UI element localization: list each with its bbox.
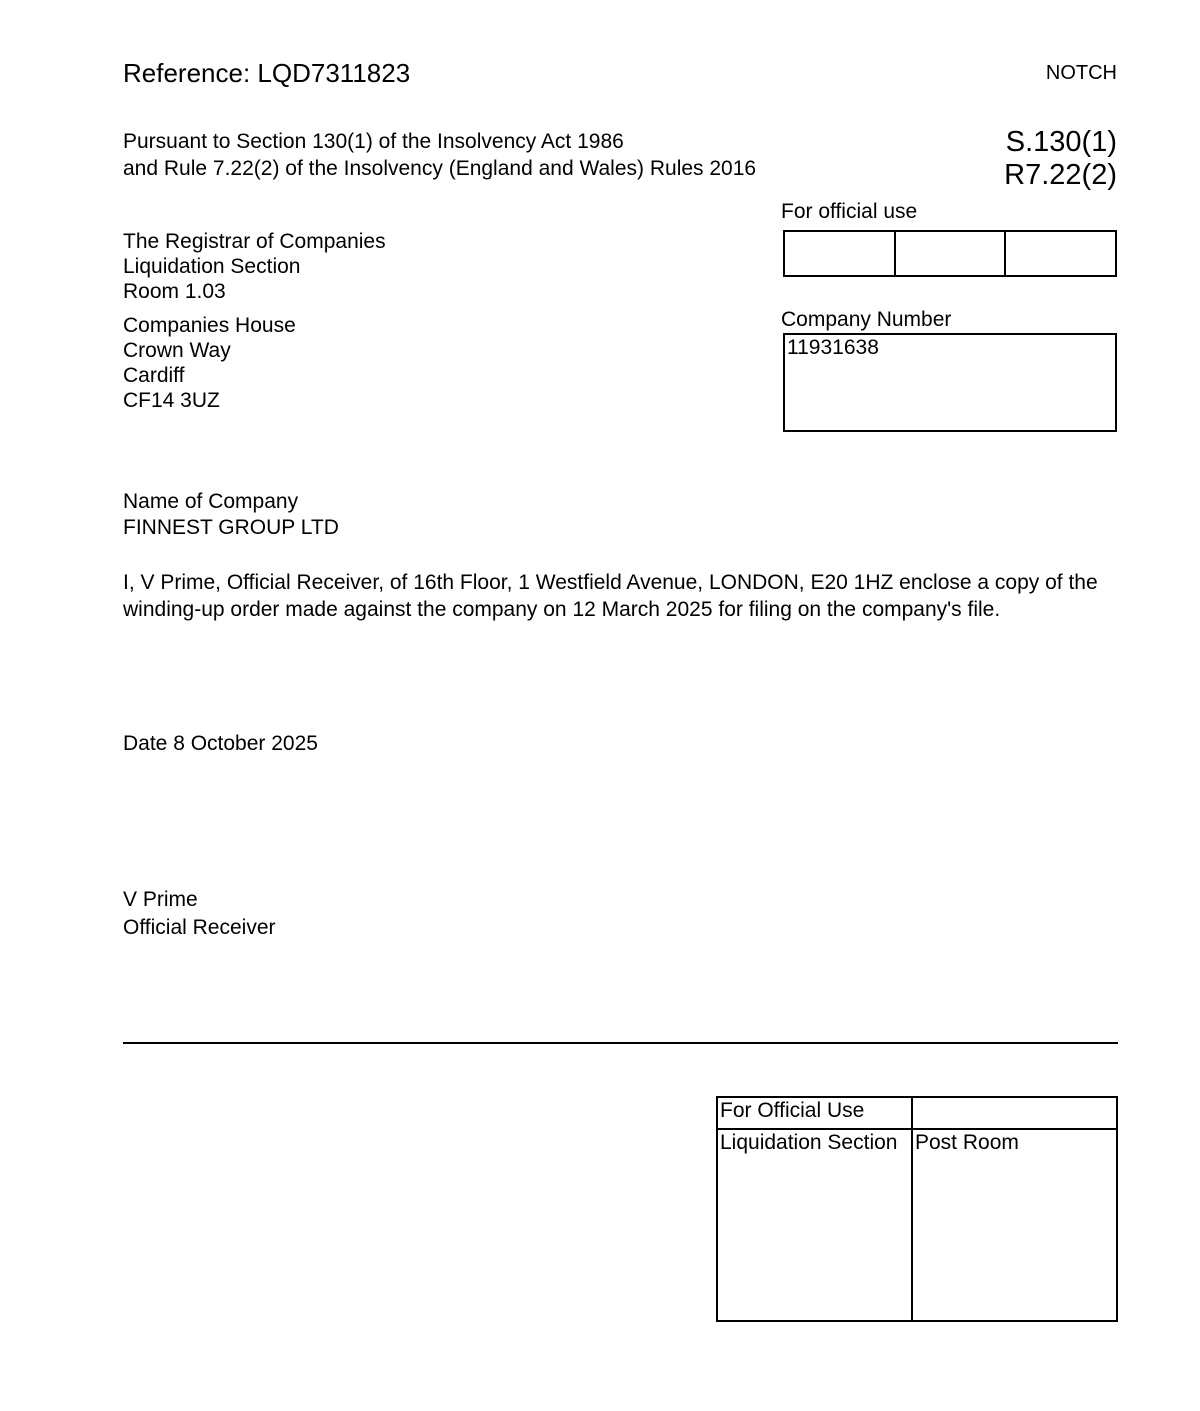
footer-table-post-room-label: Post Room	[915, 1131, 1019, 1154]
date-line: Date 8 October 2025	[123, 732, 318, 755]
section-divider	[123, 1042, 1118, 1044]
footer-table-body-row	[718, 1130, 1116, 1320]
addressee-group-spacer	[123, 304, 386, 313]
addressee-line-6: Cardiff	[123, 364, 185, 387]
addressee-line-1: The Registrar of Companies	[123, 230, 386, 253]
official-use-box-2[interactable]	[896, 232, 1007, 275]
addressee-line-7: CF14 3UZ	[123, 389, 220, 412]
company-name-block	[123, 489, 339, 541]
citation-line-1: Pursuant to Section 130(1) of the Insolvency Act 1986	[123, 130, 624, 153]
footer-table-liquidation-section-cell[interactable]	[718, 1130, 913, 1320]
statute-reference-section: S.130(1)	[1005, 126, 1117, 158]
footer-official-use-table	[716, 1096, 1118, 1322]
signature-block	[123, 886, 276, 942]
footer-table-header-row	[718, 1098, 1116, 1130]
footer-table-header-left-cell	[718, 1098, 913, 1128]
statute-reference-rule: R7.22(2)	[1004, 159, 1117, 191]
reference-line: Reference: LQD7311823	[123, 58, 411, 88]
footer-table-post-room-cell[interactable]	[913, 1130, 1116, 1320]
addressee-block	[123, 229, 386, 413]
company-number-value: 11931638	[787, 336, 879, 359]
footer-table-liquidation-section-label: Liquidation Section	[720, 1131, 898, 1154]
addressee-line-5: Crown Way	[123, 339, 231, 362]
official-use-box-3[interactable]	[1006, 232, 1115, 275]
statutory-citation	[123, 128, 756, 182]
statute-reference-block	[1004, 126, 1117, 192]
addressee-line-2: Liquidation Section	[123, 255, 301, 278]
company-name-value: FINNEST GROUP LTD	[123, 516, 339, 539]
company-number-label: Company Number	[781, 308, 952, 331]
footer-table-header-right-cell[interactable]	[913, 1098, 1116, 1128]
addressee-line-3: Room 1.03	[123, 280, 226, 303]
addressee-line-4: Companies House	[123, 314, 296, 337]
form-code-label: NOTCH	[1045, 62, 1117, 84]
signatory-title: Official Receiver	[123, 916, 276, 939]
signatory-name: V Prime	[123, 888, 198, 911]
for-official-use-label: For official use	[781, 200, 918, 223]
body-paragraph: I, V Prime, Official Receiver, of 16th Floor, 1 Westfield Avenue, LONDON, E20 1HZ enclose a copy of the winding-up order made against the company on 12 March 2025 for filing on the company's file.	[123, 571, 1098, 621]
footer-table-header-left-label: For Official Use	[720, 1099, 865, 1122]
for-official-use-boxes	[783, 230, 1117, 277]
citation-line-2: and Rule 7.22(2) of the Insolvency (England and Wales) Rules 2016	[123, 157, 757, 180]
company-name-label: Name of Company	[123, 490, 299, 513]
official-use-box-1[interactable]	[785, 232, 896, 275]
company-number-box[interactable]	[783, 333, 1117, 432]
